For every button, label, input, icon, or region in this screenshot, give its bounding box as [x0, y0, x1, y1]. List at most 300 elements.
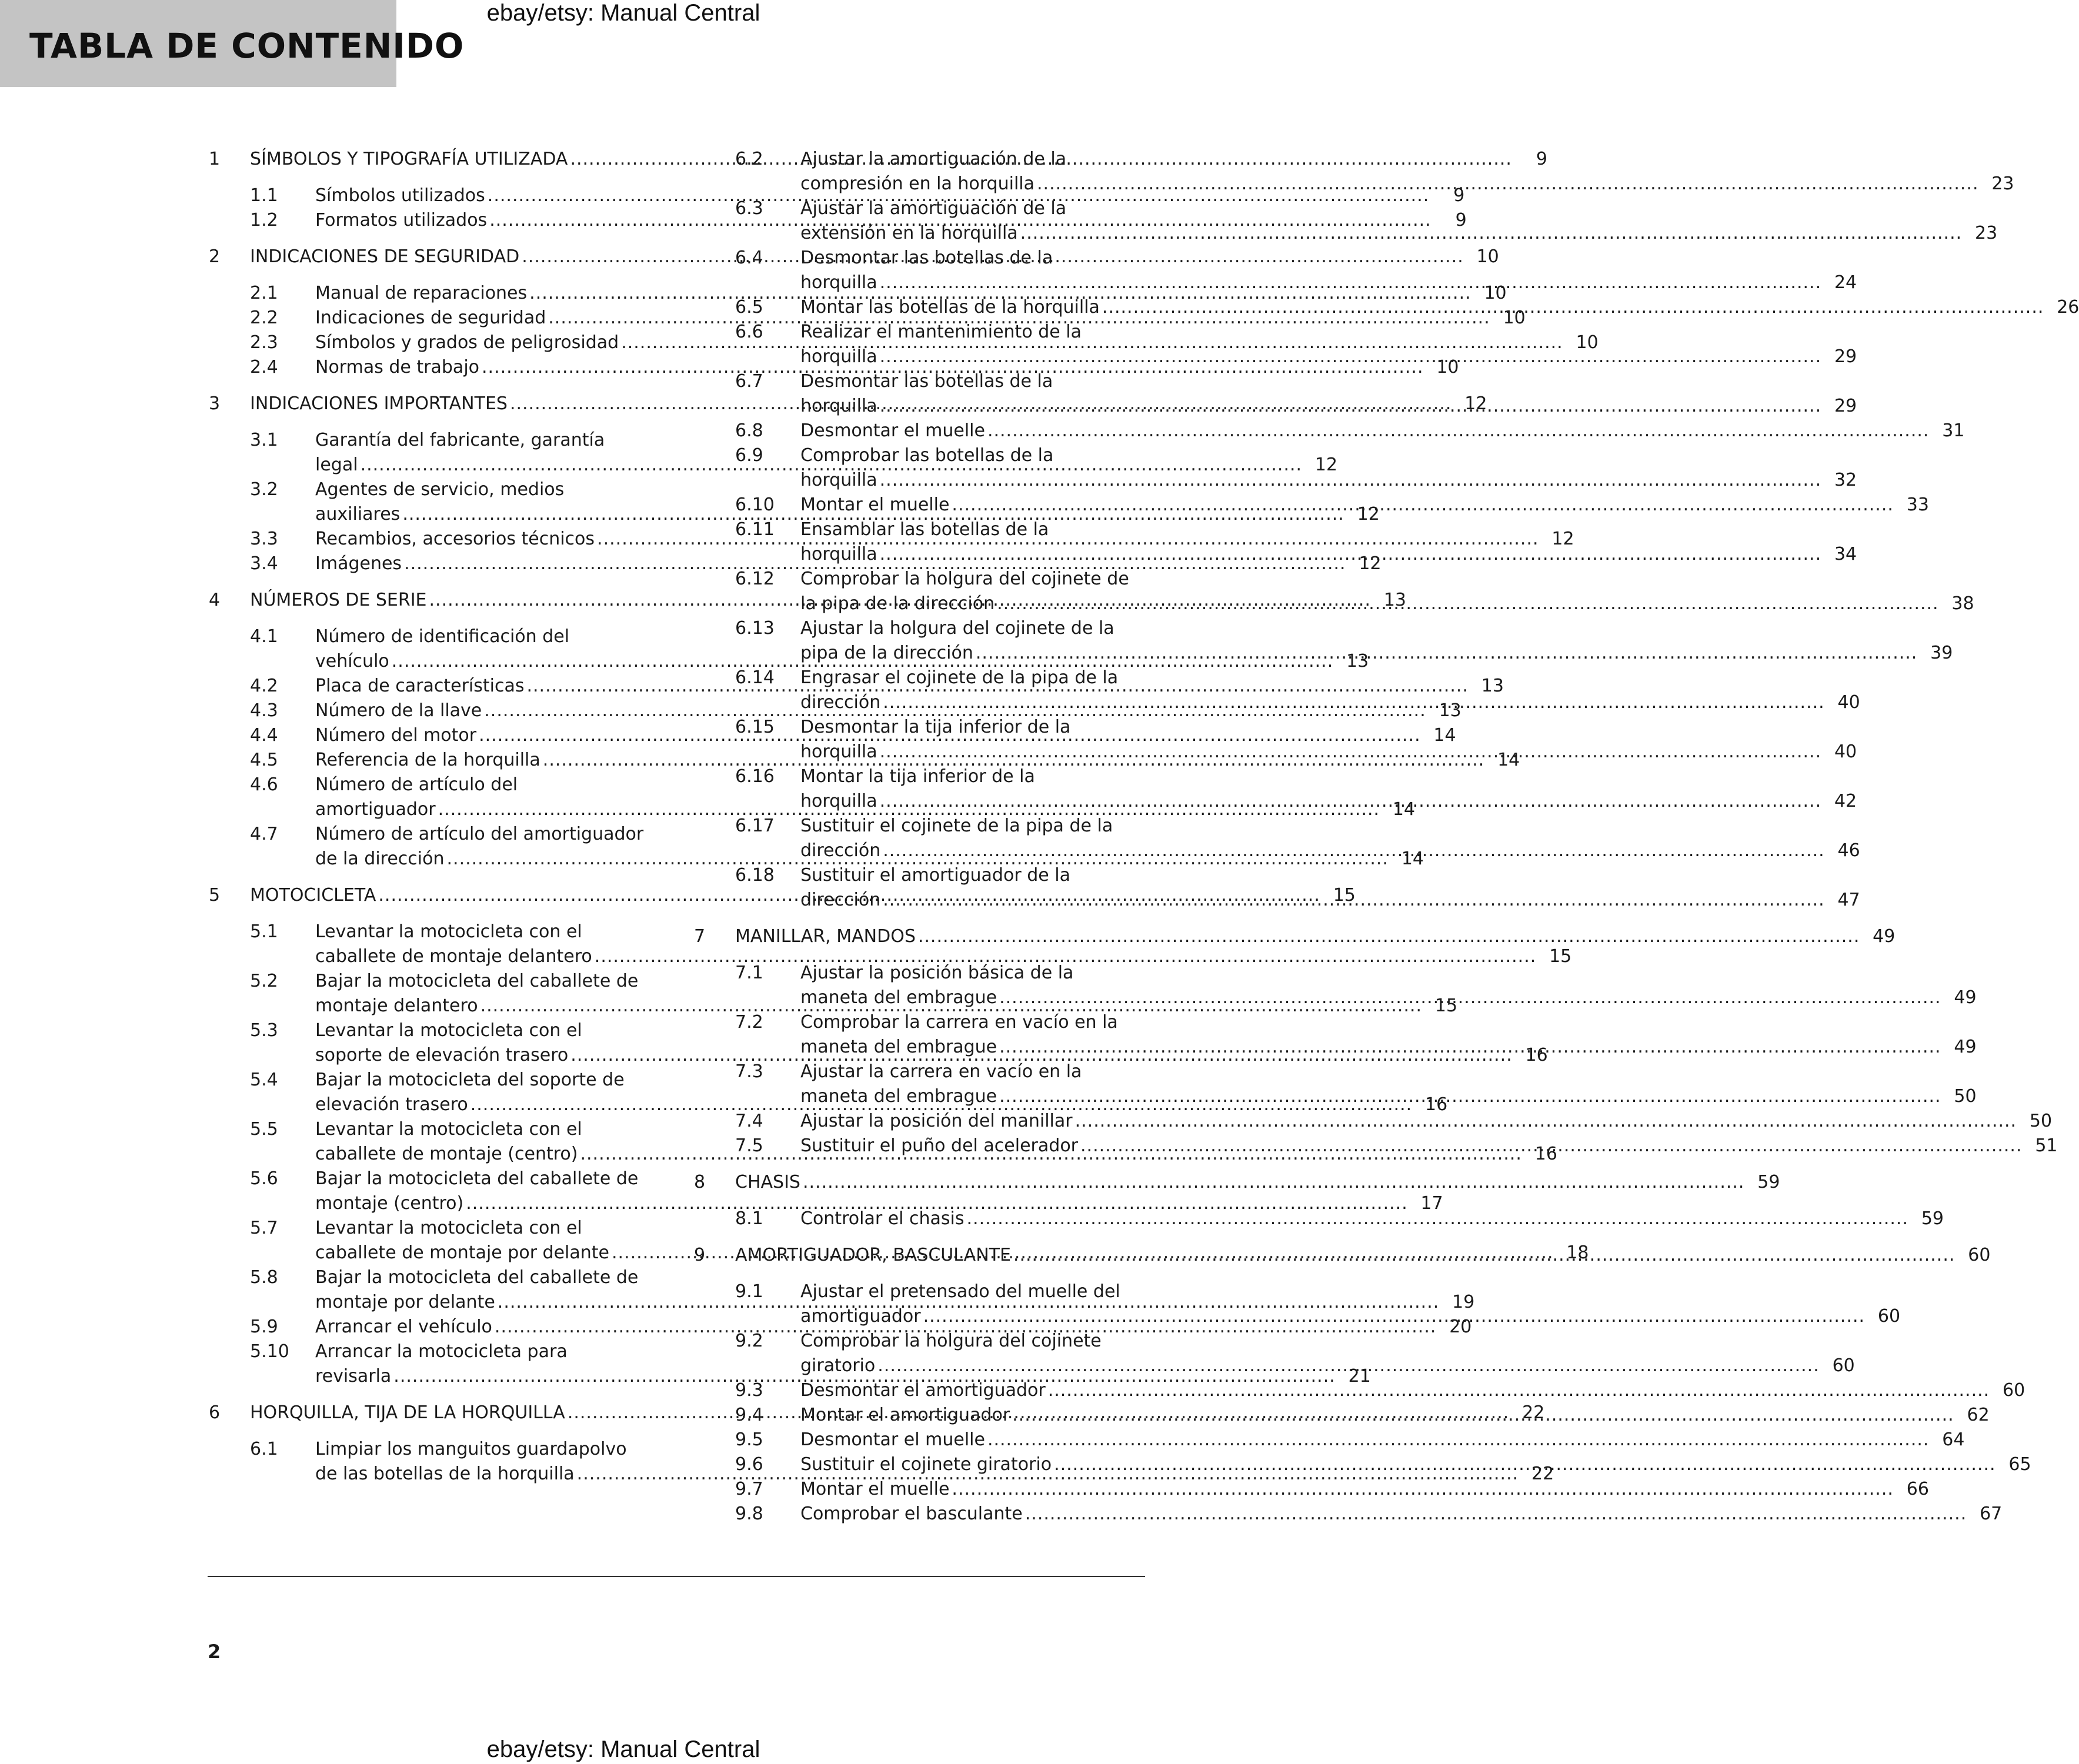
entry-page: 10 — [1503, 308, 1526, 328]
entry-page: 19 — [1452, 1292, 1475, 1312]
subsection-row — [800, 1060, 1977, 1084]
subsection-number: 7.1 — [735, 963, 763, 983]
subsection-row — [800, 369, 1857, 394]
subsection-number: 6.10 — [735, 495, 775, 515]
entry-title: Bajar la motocicleta del caballete de — [315, 1267, 639, 1288]
subsection-number: 6.17 — [735, 816, 775, 836]
entry-page: 67 — [1980, 1504, 2003, 1524]
subsection-row — [800, 1329, 1855, 1354]
entry-title: maneta del embrague — [800, 1086, 997, 1107]
entry-body — [800, 1403, 1990, 1428]
entry-title: Número de la llave — [315, 700, 482, 721]
entry-title: dirección — [800, 890, 881, 910]
entry-title: horquilla — [800, 791, 877, 811]
entry-title: Comprobar la holgura del cojinete — [800, 1331, 1102, 1351]
entry-page: 50 — [1954, 1086, 1977, 1107]
section-row — [735, 924, 1895, 949]
entry-page: 32 — [1834, 470, 1857, 490]
page-number: 2 — [208, 1641, 221, 1663]
entry-title: pipa de la dirección — [800, 643, 973, 663]
entry-page: 10 — [1476, 246, 1499, 267]
entry-page: 40 — [1834, 741, 1857, 762]
entry-title: Placa de características — [315, 676, 525, 696]
subsection-number: 6.5 — [735, 297, 763, 318]
subsection-number: 6.1 — [250, 1439, 278, 1459]
entry-body — [800, 814, 1860, 863]
entry-page: 50 — [2029, 1111, 2053, 1131]
entry-page: 46 — [1837, 840, 1860, 861]
subsection-number: 7.5 — [735, 1135, 763, 1156]
entry-title: Controlar el chasis — [800, 1208, 965, 1229]
entry-title: de las botellas de la horquilla — [315, 1464, 575, 1484]
entry-body — [800, 1378, 2025, 1403]
entry-page: 12 — [1314, 455, 1338, 475]
subsection-row — [800, 517, 1857, 542]
entry-page: 40 — [1837, 692, 1860, 713]
entry-page: 16 — [1534, 1144, 1557, 1164]
dot-leader — [976, 641, 1918, 666]
entry-title: Bajar la motocicleta del caballete de — [315, 971, 639, 991]
entry-page: 12 — [1357, 504, 1380, 524]
entry-page: 29 — [1834, 396, 1857, 416]
subsection-number: 5.1 — [250, 921, 278, 942]
dot-leader — [880, 468, 1822, 493]
subsection-row — [800, 172, 2014, 196]
entry-body — [800, 246, 1857, 295]
subsection-row — [800, 592, 1974, 616]
entry-title: Ensamblar las botellas de la — [800, 519, 1049, 540]
entry-body — [800, 147, 2014, 196]
subsection-number: 5.4 — [250, 1070, 278, 1090]
section-number: 5 — [209, 885, 221, 906]
entry-title: AMORTIGUADOR, BASCULANTE — [735, 1245, 1011, 1265]
toc-subsection — [209, 748, 1520, 773]
subsection-number: 9.7 — [735, 1479, 763, 1499]
dot-leader — [880, 789, 1822, 814]
entry-page: 65 — [2008, 1454, 2031, 1475]
entry-title: Levantar la motocicleta con el — [315, 1218, 582, 1238]
page-title: TABLA DE CONTENIDO — [29, 26, 465, 66]
subsection-row — [800, 1109, 2052, 1134]
subsection-number: 5.9 — [250, 1317, 278, 1337]
dot-leader — [967, 1207, 1909, 1231]
subsection-row — [800, 1502, 2002, 1526]
subsection-row — [800, 666, 1860, 690]
entry-title: vehículo — [315, 651, 389, 671]
subsection-row — [800, 542, 1857, 567]
entry-title: maneta del embrague — [800, 1037, 997, 1057]
subsection-number: 6.8 — [735, 420, 763, 441]
entry-title: amortiguador — [315, 799, 436, 820]
dot-leader — [987, 419, 1930, 443]
entry-body — [800, 295, 2079, 320]
subsection-number: 7.4 — [735, 1111, 763, 1131]
entry-title: amortiguador — [800, 1306, 921, 1327]
dot-leader — [1102, 295, 2044, 320]
entry-title: Montar las botellas de la horquilla — [800, 297, 1100, 318]
entry-title: Número de artículo del amortiguador — [315, 824, 644, 844]
subsection-row — [800, 147, 2014, 172]
entry-body — [800, 1279, 1900, 1329]
entry-title: Número de artículo del — [315, 774, 518, 795]
subsection-row — [800, 394, 1857, 419]
section-row — [735, 1170, 1780, 1195]
entry-title: caballete de montaje por delante — [315, 1242, 610, 1263]
entry-page: 31 — [1942, 420, 1965, 441]
entry-title: Comprobar las botellas de la — [800, 445, 1054, 466]
toc-subsection — [694, 1207, 1944, 1231]
section-number: 4 — [209, 590, 221, 610]
entry-title: Sustituir el cojinete de la pipa de la — [800, 816, 1113, 836]
subsection-row — [800, 196, 1997, 221]
entry-page: 9 — [1453, 185, 1465, 206]
entry-title: caballete de montaje delantero — [315, 946, 592, 967]
section-number: 8 — [694, 1172, 706, 1192]
entry-title: Ajustar la posición del manillar — [800, 1111, 1073, 1131]
entry-page: 13 — [1383, 590, 1407, 610]
dot-leader — [999, 985, 1941, 1010]
subsection-number: 6.3 — [735, 198, 763, 219]
subsection-number: 3.2 — [250, 479, 278, 500]
entry-body — [800, 517, 1857, 567]
dot-leader — [880, 542, 1822, 567]
entry-body — [800, 1134, 2058, 1158]
subsection-number: 6.2 — [735, 149, 763, 169]
section-number: 7 — [694, 926, 706, 947]
toc-subsection — [694, 419, 1965, 443]
subsection-row — [800, 468, 1857, 493]
entry-title: MOTOCICLETA — [250, 885, 376, 906]
entry-title: Sustituir el amortiguador de la — [800, 865, 1070, 886]
entry-page: 60 — [1877, 1306, 1901, 1327]
entry-page: 9 — [1455, 210, 1467, 230]
subsection-number: 6.6 — [735, 322, 763, 342]
entry-title: Ajustar la amortiguación de la — [800, 149, 1067, 169]
subsection-number: 6.4 — [735, 248, 763, 268]
entry-body — [800, 196, 1997, 246]
entry-page: 47 — [1837, 890, 1860, 910]
dot-leader — [952, 493, 1894, 517]
entry-page: 12 — [1359, 553, 1381, 574]
dot-leader — [877, 1354, 1820, 1378]
entry-page: 59 — [1921, 1208, 1944, 1229]
section-number: 6 — [209, 1402, 221, 1423]
dot-leader — [1075, 1109, 2017, 1134]
entry-title: Número del motor — [315, 725, 477, 746]
entry-title: Desmontar el amortiguador — [800, 1380, 1046, 1401]
dot-leader — [997, 592, 1939, 616]
dot-leader — [803, 1170, 1745, 1195]
entry-title: soporte de elevación trasero — [315, 1045, 569, 1065]
toc-subsection — [694, 1502, 2003, 1526]
entry-body — [735, 924, 1895, 949]
entry-title: Agentes de servicio, medios — [315, 479, 565, 500]
entry-page: 49 — [1954, 987, 1977, 1008]
entry-title: dirección — [800, 840, 881, 861]
entry-title: Desmontar el muelle — [800, 420, 985, 441]
entry-page: 59 — [1757, 1172, 1780, 1192]
entry-title: extensión en la horquilla — [800, 223, 1018, 243]
subsection-row — [800, 1354, 1855, 1378]
subsection-row — [800, 270, 1857, 295]
entry-title: Ajustar la holgura del cojinete de la — [800, 618, 1114, 639]
subsection-number: 2.1 — [250, 283, 278, 303]
toc-subsections — [694, 147, 2079, 913]
subsection-row — [800, 1035, 1977, 1060]
subsection-number: 3.3 — [250, 529, 278, 549]
entry-body — [800, 863, 1860, 913]
entry-body — [800, 616, 1953, 666]
entry-title: MANILLAR, MANDOS — [735, 926, 916, 947]
dot-leader — [883, 690, 1825, 715]
subsection-row — [800, 1452, 2031, 1477]
subsection-row — [800, 567, 1974, 592]
entry-title: Normas de trabajo — [315, 357, 480, 377]
dot-leader — [999, 1035, 1941, 1060]
entry-body — [800, 320, 1857, 369]
entry-page: 22 — [1531, 1464, 1554, 1484]
entry-body — [800, 1452, 2031, 1477]
entry-title: giratorio — [800, 1355, 876, 1376]
entry-page: 23 — [1974, 223, 1998, 243]
dot-leader — [999, 1084, 1941, 1109]
entry-body — [800, 1060, 1977, 1109]
subsection-row — [800, 493, 1929, 517]
dot-leader — [1012, 1403, 1954, 1428]
entry-title: CHASIS — [735, 1172, 800, 1192]
toc-subsection — [694, 1477, 1929, 1502]
entry-page: 23 — [1991, 173, 2014, 194]
entry-body — [800, 443, 1857, 493]
toc-section-heading — [694, 924, 1896, 949]
subsection-number: 6.18 — [735, 865, 775, 886]
entry-title: Ajustar la carrera en vacío en la — [800, 1061, 1082, 1082]
entry-body — [735, 1243, 1990, 1268]
entry-page: 38 — [1951, 593, 1974, 614]
dot-leader — [1048, 1378, 1990, 1403]
entry-page: 49 — [1954, 1037, 1977, 1057]
entry-title: Arrancar la motocicleta para — [315, 1341, 568, 1362]
entry-title: legal — [315, 455, 358, 475]
section-number: 9 — [694, 1245, 706, 1265]
entry-body — [800, 1207, 1944, 1231]
subsection-row — [800, 1207, 1944, 1231]
subsection-number: 3.4 — [250, 553, 278, 574]
entry-page: 9 — [1536, 149, 1547, 169]
entry-page: 17 — [1420, 1193, 1443, 1214]
entry-title: Limpiar los manguitos guardapolvo — [315, 1439, 627, 1459]
entry-page: 12 — [1551, 529, 1574, 549]
entry-title: Desmontar las botellas de la — [800, 371, 1053, 392]
entry-page: 21 — [1348, 1366, 1371, 1387]
section-number: 1 — [209, 149, 221, 169]
entry-title: Ajustar la posición básica de la — [800, 963, 1074, 983]
footer-divider — [208, 1576, 1145, 1577]
dot-leader — [883, 838, 1825, 863]
subsection-row — [800, 1378, 2025, 1403]
subsection-row — [800, 320, 1857, 345]
entry-title: HORQUILLA, TIJA DE LA HORQUILLA — [250, 1402, 565, 1423]
entry-body — [800, 1329, 1855, 1378]
subsection-number: 6.12 — [735, 569, 775, 589]
entry-page: 13 — [1439, 700, 1461, 721]
entry-title: horquilla — [800, 741, 877, 762]
entry-title: horquilla — [800, 544, 877, 564]
entry-title: Montar la tija inferior de la — [800, 766, 1035, 787]
dot-leader — [1037, 172, 1979, 196]
subsection-number: 9.5 — [735, 1429, 763, 1450]
subsection-number: 6.9 — [735, 445, 763, 466]
toc-subsection — [694, 147, 2014, 196]
watermark-bottom: ebay/etsy: Manual Central — [486, 1736, 760, 1762]
entry-page: 13 — [1481, 676, 1504, 696]
entry-title: Garantía del fabricante, garantía — [315, 430, 605, 450]
subsection-row — [800, 789, 1857, 814]
entry-page: 66 — [1906, 1479, 1929, 1499]
dot-leader — [880, 270, 1822, 295]
entry-page: 20 — [1449, 1317, 1472, 1337]
subsection-number: 5.2 — [250, 971, 278, 991]
entry-page: 15 — [1549, 946, 1572, 967]
subsection-number: 9.4 — [735, 1405, 763, 1425]
subsection-row — [800, 1279, 1900, 1304]
entry-title: la pipa de la dirección — [800, 593, 995, 614]
entry-page: 64 — [1942, 1429, 1965, 1450]
entry-page: 33 — [1906, 495, 1929, 515]
entry-body — [800, 369, 1857, 419]
subsection-number: 9.1 — [735, 1281, 763, 1302]
dot-leader — [880, 740, 1822, 764]
entry-title: horquilla — [800, 396, 877, 416]
subsection-row — [800, 690, 1860, 715]
entry-title: INDICACIONES DE SEGURIDAD — [250, 246, 520, 267]
entry-title: Símbolos y grados de peligrosidad — [315, 332, 619, 353]
entry-body — [800, 1109, 2052, 1134]
entry-page: 10 — [1436, 357, 1459, 377]
entry-page: 14 — [1433, 725, 1456, 746]
subsection-number: 4.5 — [250, 750, 278, 770]
entry-title: Comprobar el basculante — [800, 1504, 1023, 1524]
entry-title: Levantar la motocicleta con el — [315, 921, 582, 942]
entry-title: Manual de reparaciones — [315, 283, 528, 303]
subsection-number: 2.4 — [250, 357, 278, 377]
entry-title: SÍMBOLOS Y TIPOGRAFÍA UTILIZADA — [250, 149, 568, 169]
subsection-number: 2.3 — [250, 332, 278, 353]
subsection-row — [800, 443, 1857, 468]
subsection-row — [800, 961, 1977, 985]
entry-title: Levantar la motocicleta con el — [315, 1020, 582, 1041]
entry-title: maneta del embrague — [800, 987, 997, 1008]
subsection-number: 8.1 — [735, 1208, 763, 1229]
subsection-number: 6.16 — [735, 766, 775, 787]
entry-page: 14 — [1497, 750, 1520, 770]
subsection-number: 5.10 — [250, 1341, 289, 1362]
dot-leader — [1025, 1502, 1967, 1526]
entry-title: Levantar la motocicleta con el — [315, 1119, 582, 1140]
subsection-number: 7.2 — [735, 1012, 763, 1033]
subsection-row — [800, 1084, 1977, 1109]
entry-title: montaje por delante — [315, 1292, 495, 1312]
subsection-number: 4.6 — [250, 774, 278, 795]
subsection-number: 1.1 — [250, 185, 278, 206]
subsection-row — [800, 345, 1857, 369]
entry-title: revisarla — [315, 1366, 392, 1387]
subsection-number: 9.3 — [735, 1380, 763, 1401]
entry-body — [800, 419, 1964, 443]
subsection-number: 5.7 — [250, 1218, 278, 1238]
entry-title: montaje delantero — [315, 995, 478, 1016]
entry-body — [800, 1502, 2002, 1526]
entry-title: Sustituir el cojinete giratorio — [800, 1454, 1052, 1475]
entry-title: Sustituir el puño del acelerador — [800, 1135, 1079, 1156]
entry-page: 51 — [2035, 1135, 2058, 1156]
entry-title: caballete de montaje (centro) — [315, 1144, 578, 1164]
entry-title: Desmontar el muelle — [800, 1429, 985, 1450]
dot-leader — [1054, 1452, 1996, 1477]
subsection-number: 5.3 — [250, 1020, 278, 1041]
subsection-number: 6.14 — [735, 667, 775, 688]
entry-body — [800, 493, 1929, 517]
section-row — [735, 1243, 1990, 1268]
subsection-row — [800, 985, 1977, 1010]
entry-title: horquilla — [800, 272, 877, 293]
dot-leader — [1013, 1243, 1955, 1268]
subsection-row — [800, 1010, 1977, 1035]
entry-body — [800, 961, 1977, 1010]
entry-page: 39 — [1930, 643, 1953, 663]
entry-body — [800, 764, 1857, 814]
entry-page: 15 — [1434, 995, 1458, 1016]
subsection-number: 7.3 — [735, 1061, 763, 1082]
entry-title: Formatos utilizados — [315, 210, 488, 230]
entry-title: elevación trasero — [315, 1094, 468, 1115]
entry-title: Desmontar las botellas de la — [800, 248, 1053, 268]
subsection-number: 9.6 — [735, 1454, 763, 1475]
dot-leader — [952, 1477, 1894, 1502]
entry-page: 60 — [1832, 1355, 1855, 1376]
subsection-row — [800, 295, 2079, 320]
entry-page: 15 — [1333, 885, 1356, 906]
subsection-row — [800, 1134, 2058, 1158]
toc-section-heading — [694, 1170, 1780, 1195]
entry-title: de la dirección — [315, 848, 445, 869]
subsection-number: 5.6 — [250, 1168, 278, 1189]
subsection-row — [800, 246, 1857, 270]
entry-title: Montar el muelle — [800, 495, 950, 515]
entry-body — [800, 1428, 1964, 1452]
entry-title: Bajar la motocicleta del caballete de — [315, 1168, 639, 1189]
toc-subsection — [694, 1428, 1965, 1452]
subsection-number: 5.5 — [250, 1119, 278, 1140]
toc-subsections — [694, 1207, 1944, 1231]
entry-title: Ajustar la amortiguación de la — [800, 198, 1067, 219]
entry-title: Montar el muelle — [800, 1479, 950, 1499]
toc-subsection — [694, 196, 1998, 246]
dot-leader — [918, 924, 1860, 949]
subsection-row — [800, 764, 1857, 789]
entry-page: 60 — [1968, 1245, 1991, 1265]
entry-title: Comprobar la carrera en vacío en la — [800, 1012, 1118, 1033]
subsection-number: 4.1 — [250, 626, 278, 647]
entry-title: Imágenes — [315, 553, 402, 574]
dot-leader — [880, 345, 1822, 369]
entry-page: 14 — [1392, 799, 1416, 820]
entry-page: 10 — [1484, 283, 1507, 303]
subsection-number: 1.2 — [250, 210, 278, 230]
subsection-row — [800, 616, 1953, 641]
subsection-row — [800, 814, 1860, 838]
subsection-number: 6.11 — [735, 519, 775, 540]
